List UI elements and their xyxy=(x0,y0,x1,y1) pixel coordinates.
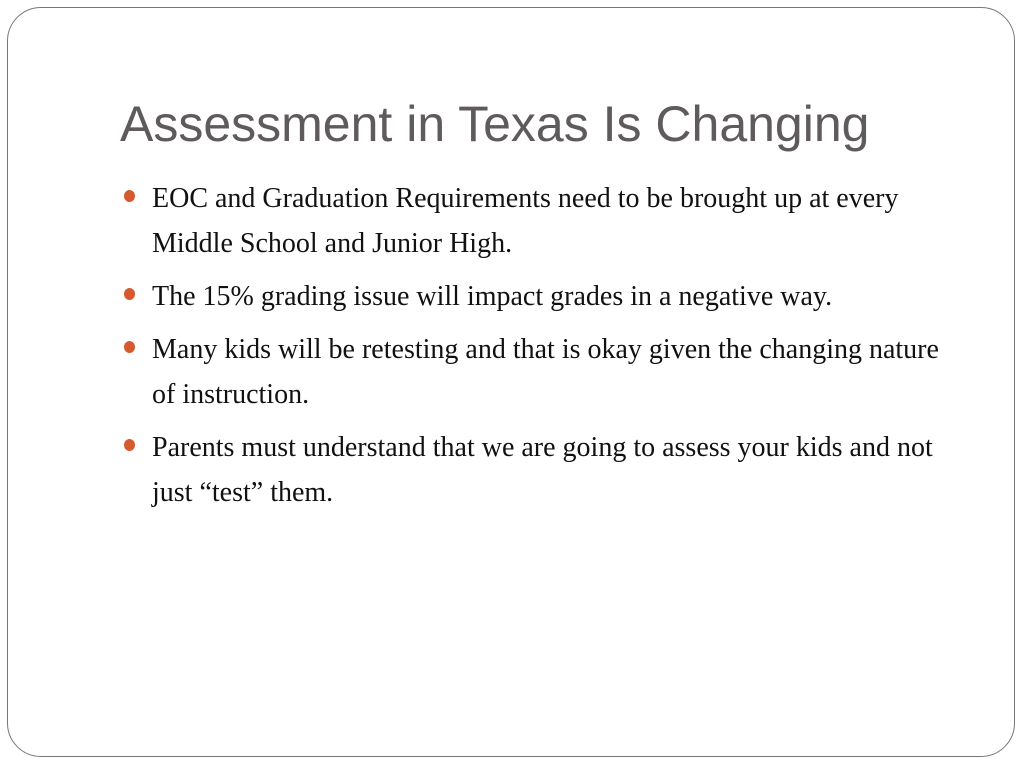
bullet-dot-icon xyxy=(124,439,135,451)
bullet-dot-icon xyxy=(124,288,135,300)
bullet-text: Many kids will be retesting and that is okay given the changing nature of instruction. xyxy=(152,334,939,410)
bullet-item xyxy=(120,327,960,417)
bullet-dot-icon xyxy=(124,190,135,202)
bullet-item xyxy=(120,425,960,515)
slide-frame xyxy=(7,7,1015,757)
slide-title: Assessment in Texas Is Changing xyxy=(120,96,870,152)
bullet-item xyxy=(120,274,960,319)
bullet-text: Parents must understand that we are going to assess your kids and not just “test” them. xyxy=(152,432,933,508)
bullet-item xyxy=(120,176,960,266)
bullet-list xyxy=(120,176,960,523)
bullet-dot-icon xyxy=(124,341,135,353)
bullet-text: The 15% grading issue will impact grades in a negative way. xyxy=(152,281,833,312)
bullet-text: EOC and Graduation Requirements need to be brought up at every Middle School and Junior High. xyxy=(152,183,899,259)
